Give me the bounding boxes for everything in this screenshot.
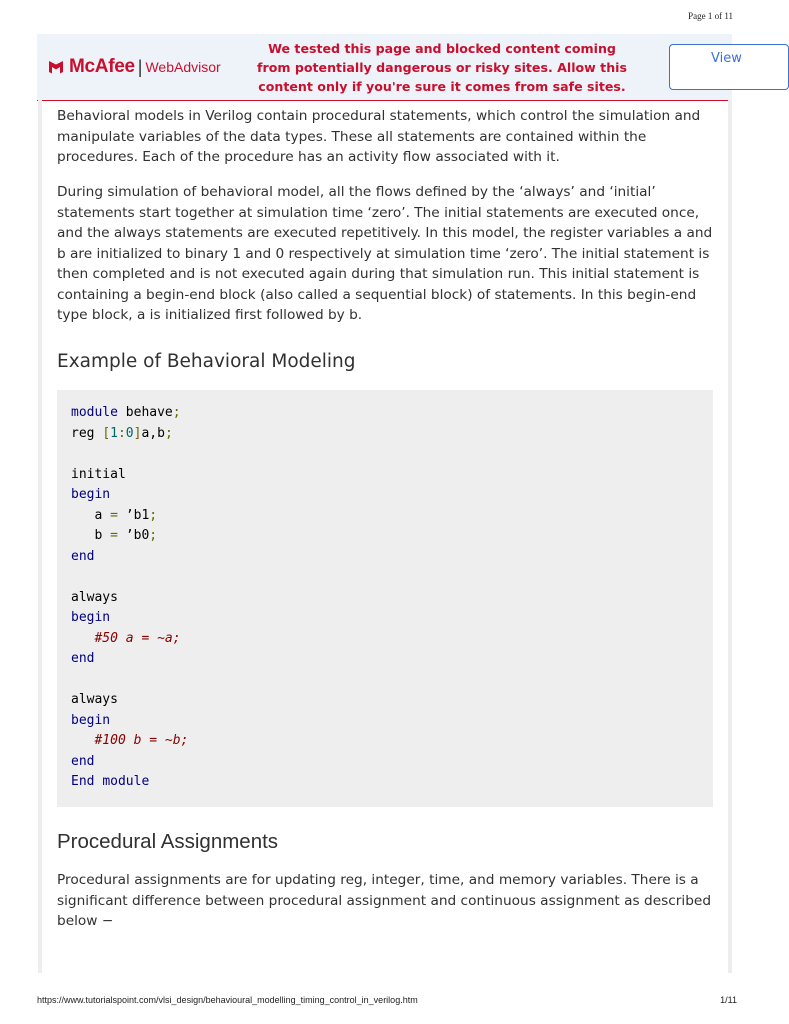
simulation-paragraph: During simulation of behavioral model, all the flows defined by the ‘always’ and ‘initial’ statements start together at simulation time ‘zero’. The initial statements are executed once, and the always statements are executed repetitively. In this model, the register variables a and b are initialized to binary 1 and 0 respectively at simulation time ‘zero’. The initial statement is then completed and is not executed again during that simulation run. This initial statement is containing a begin-end block (also called a sequential block) of statements. In this begin-end type block, a is initialized first followed by b. — [57, 184, 713, 323]
webadvisor-label: WebAdvisor — [145, 59, 221, 75]
code-blank-line — [71, 444, 713, 465]
code-line: begin — [71, 610, 111, 625]
code-blank-line — [71, 670, 713, 691]
example-heading: Example of Behavioral Modeling — [57, 351, 356, 372]
page-indicator: Page 1 of 11 — [688, 11, 733, 21]
code-line: end — [71, 753, 95, 769]
code-line: #50 a = ~a; — [94, 630, 181, 646]
code-line: begin — [71, 712, 111, 728]
code-line: b = ’b0; — [94, 528, 158, 543]
blocked-content-warning: We tested this page and blocked content coming from potentially dangerous or risky sites. Allow this content only if you're sure it comes from safe sites. — [257, 41, 627, 94]
mcafee-brand-name: McAfee — [69, 56, 135, 77]
article-content — [38, 100, 732, 973]
view-button-label: View — [711, 51, 742, 66]
procedural-paragraph: Procedural assignments are for updating reg, integer, time, and memory variables. There is a significant difference between procedural assignment and continuous assignment as described below − — [57, 872, 712, 929]
code-line: a = ’b1; — [94, 507, 158, 523]
code-blank-line — [71, 567, 713, 588]
mcafee-warning-banner — [37, 34, 742, 101]
code-line: End module — [71, 774, 150, 789]
view-button[interactable] — [669, 44, 789, 90]
footer-page-number: 1/11 — [720, 995, 737, 1005]
code-line: module behave; — [71, 405, 181, 420]
mcafee-logo — [48, 56, 221, 78]
code-line: reg [1:0]a,b; — [71, 425, 173, 441]
code-line: end — [71, 651, 95, 666]
code-line: #100 b = ~b; — [94, 733, 189, 748]
footer-url: https://www.tutorialspoint.com/vlsi_design/behavioural_modelling_timing_control_in_verilog.htm — [37, 995, 418, 1005]
brand-separator: | — [137, 56, 143, 77]
code-line: initial — [71, 466, 126, 482]
code-block — [57, 390, 713, 807]
procedural-assignments-heading: Procedural Assignments — [57, 830, 279, 853]
intro-paragraph: Behavioral models in Verilog contain procedural statements, which control the simulation and manipulate variables of the data types. These all statements are contained within the procedures. Each of the procedure has an activity flow associated with it. — [57, 108, 701, 165]
mcafee-shield-icon — [48, 59, 64, 75]
code-line: begin — [71, 487, 111, 502]
code-line: end — [71, 548, 95, 564]
code-line: always — [71, 589, 118, 605]
code-line: always — [71, 692, 118, 707]
